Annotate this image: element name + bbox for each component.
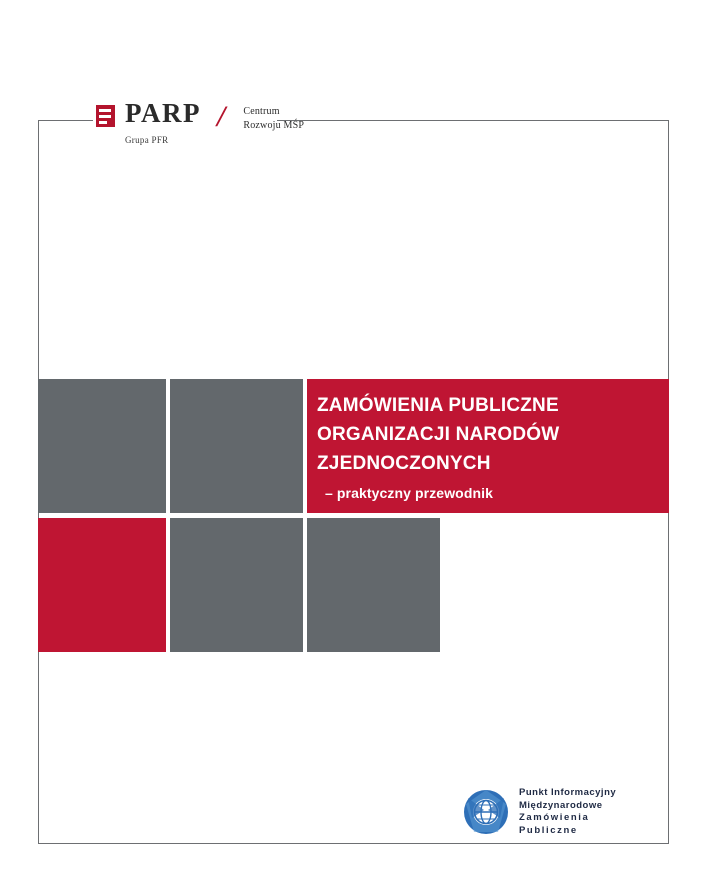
- partner-line-2: Międzynarodowe: [519, 799, 603, 811]
- parp-logo-text: [125, 100, 201, 145]
- mosaic-block-gray-4: [307, 518, 440, 652]
- mosaic-block-gray-3: [170, 518, 303, 652]
- mosaic-block-gray-2: [170, 379, 303, 513]
- partner-line-4: Publiczne: [519, 824, 578, 836]
- logo-separator-slash: /: [216, 100, 226, 133]
- frame-border-bottom: [38, 843, 669, 844]
- cover-title-line-3: ZJEDNOCZONYCH: [317, 452, 491, 474]
- partner-logo-text: [519, 787, 616, 837]
- partner-line-1: Punkt Informacyjny: [519, 787, 617, 798]
- parp-tagline: Grupa PFR: [125, 135, 169, 145]
- mosaic-block-red-1: [38, 518, 166, 652]
- cover-title: [307, 379, 669, 513]
- parp-wordmark: PARP: [125, 98, 201, 128]
- frame-border-top-left: [38, 120, 93, 121]
- parp-logo: [96, 100, 304, 145]
- centrum-rozwoju-label: [243, 105, 304, 132]
- mosaic-block-gray-1: [38, 379, 166, 513]
- cover-subtitle: – praktyczny przewodnik: [325, 484, 494, 501]
- parp-mark-icon: [96, 105, 115, 127]
- centrum-line-1: Centrum: [243, 106, 280, 117]
- cover-title-line-1: ZAMÓWIENIA PUBLICZNE: [317, 395, 559, 416]
- cover-title-line-2: ORGANIZACJI NARODÓW: [317, 423, 560, 445]
- partner-logo: [462, 787, 616, 837]
- centrum-line-2: Rozwoju MŚP: [243, 119, 305, 131]
- frame-border-top-right: [277, 120, 669, 121]
- globe-icon: [462, 788, 510, 836]
- partner-line-3: Zamówienia: [519, 812, 590, 824]
